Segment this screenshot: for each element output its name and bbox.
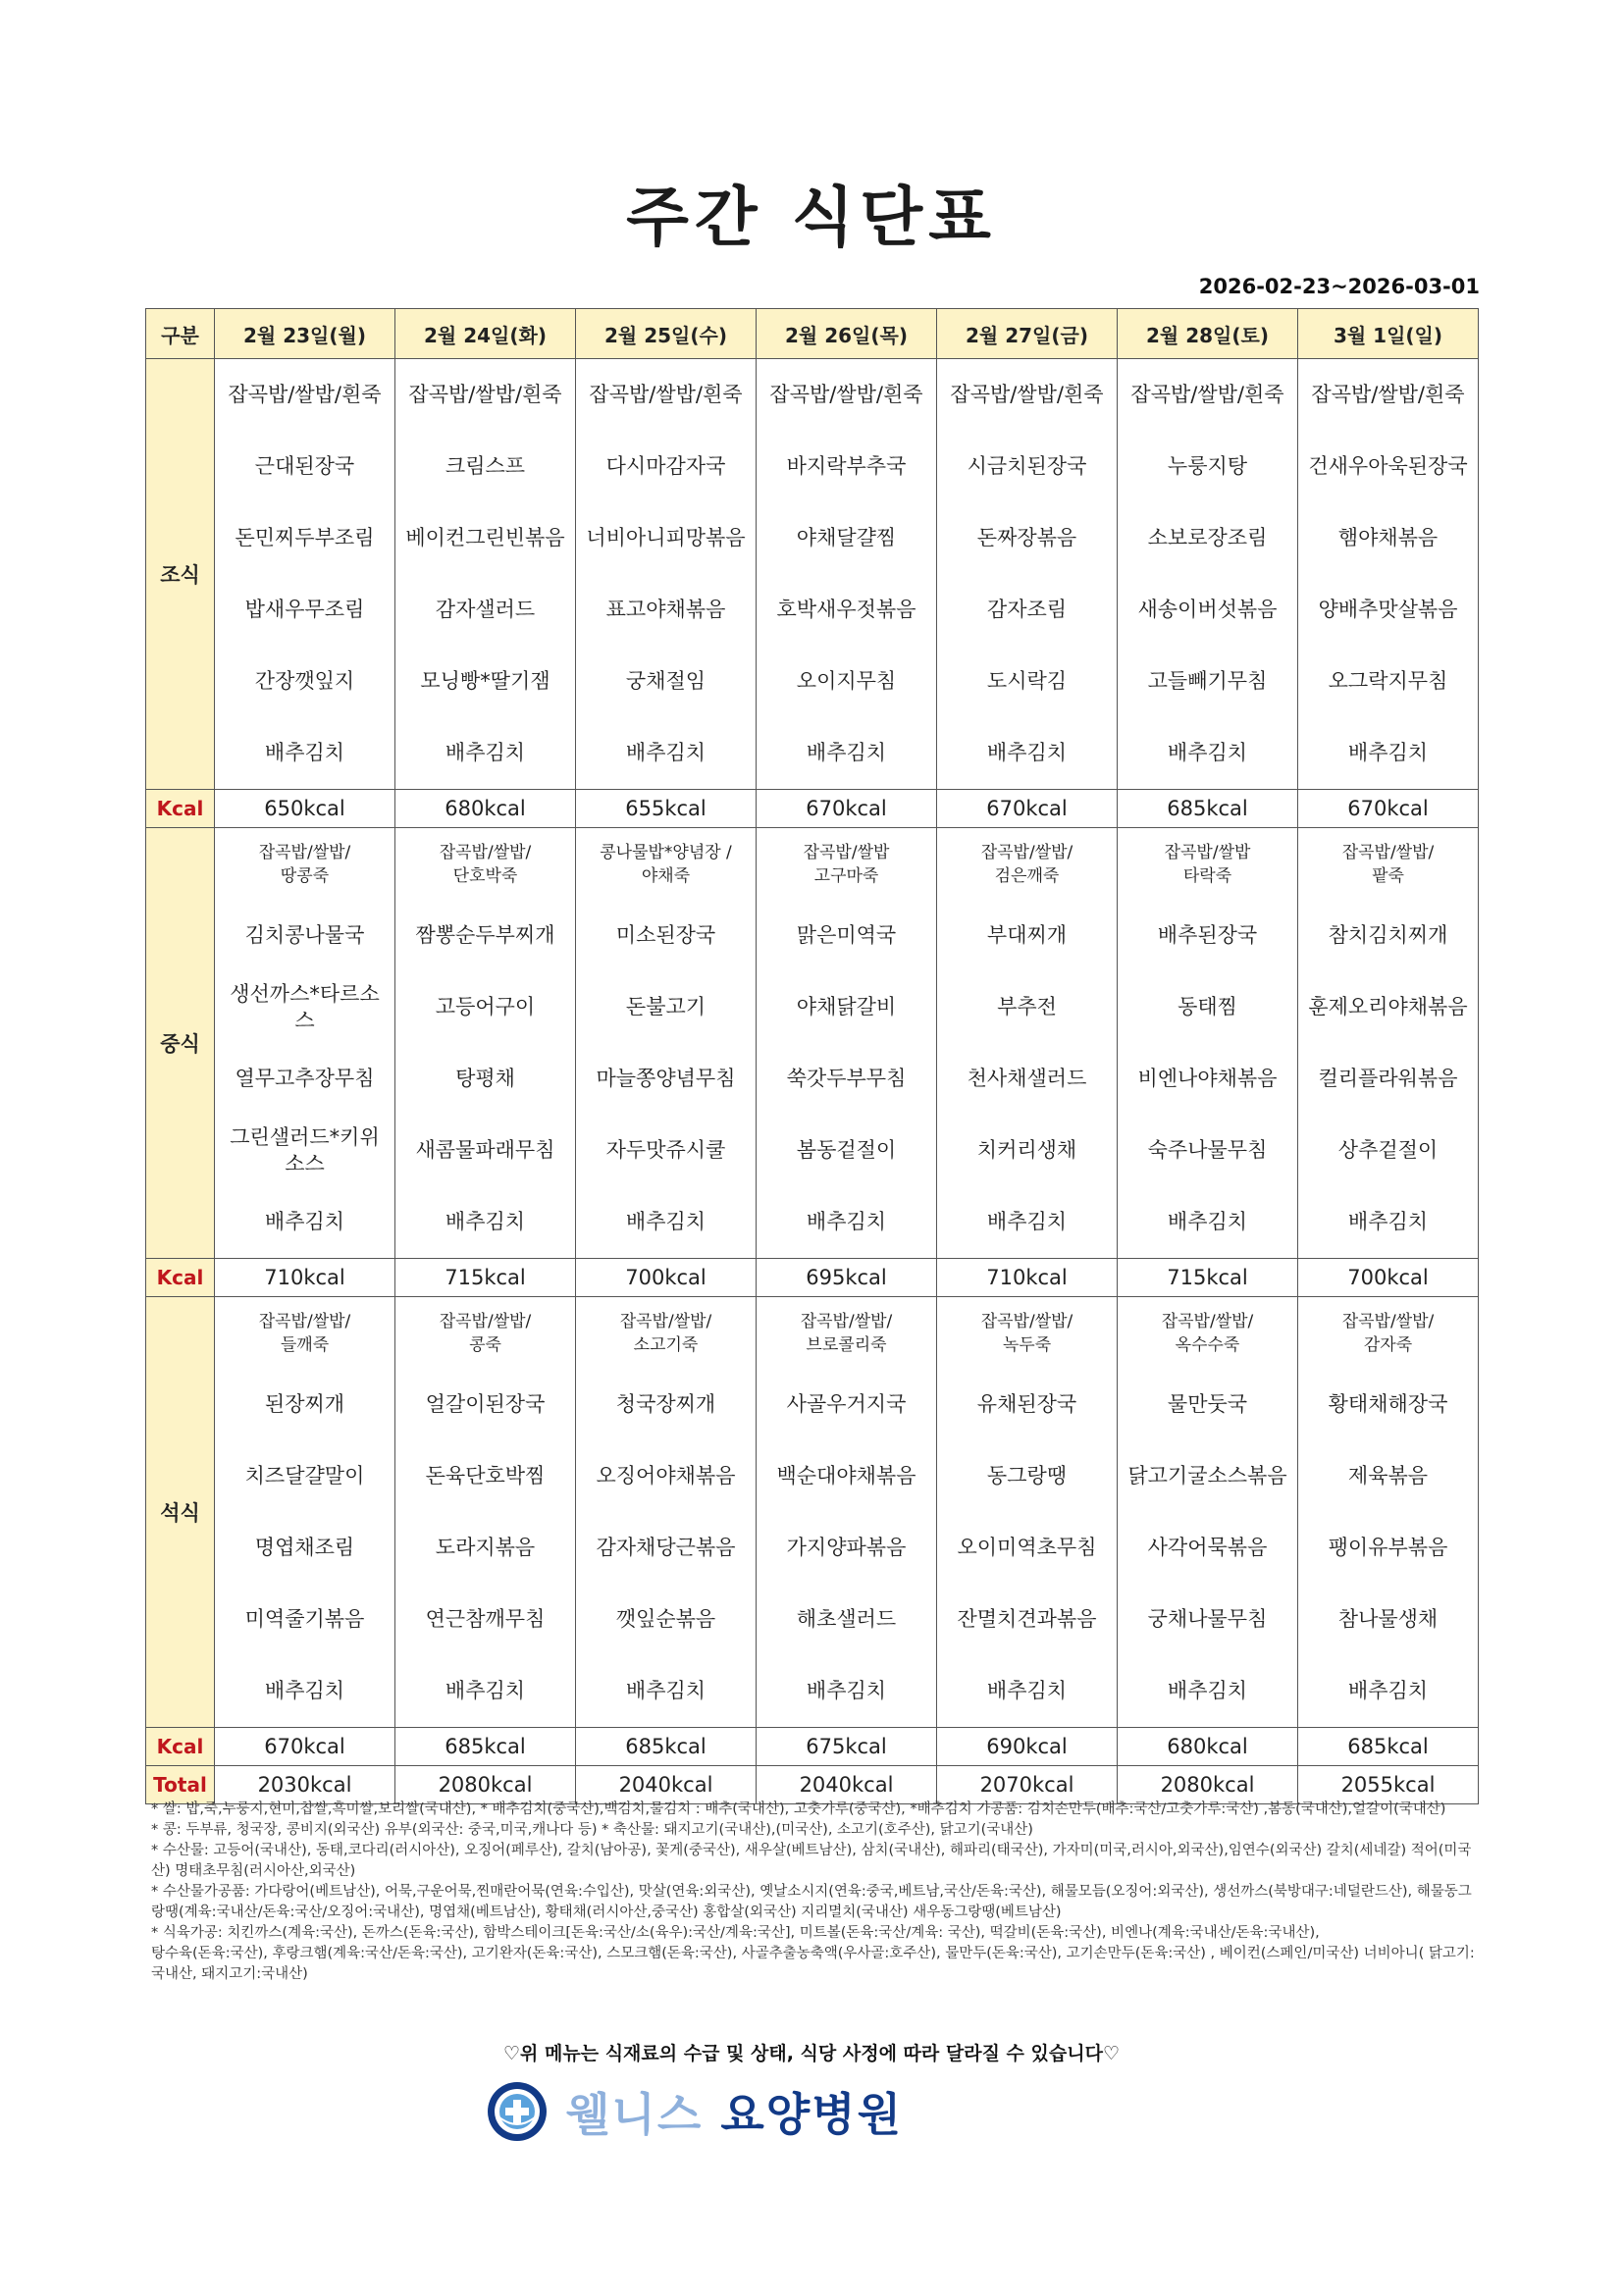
kcal-label: Kcal	[146, 1728, 215, 1766]
day-header: 3월 1일(일)	[1298, 309, 1479, 359]
menu-item: 잡곡밥/쌀밥/ 녹두죽	[980, 1311, 1073, 1355]
dinner-kcal-row	[146, 1728, 1479, 1766]
menu-item: 배추김치	[264, 741, 345, 764]
menu-item: 오이지무침	[796, 669, 897, 693]
menu-item: 배추김치	[445, 741, 526, 764]
menu-item: 마늘쫑양념무침	[596, 1067, 736, 1090]
day-header: 2월 23일(월)	[215, 309, 395, 359]
menu-item: 배추김치	[1347, 1679, 1429, 1702]
lunch-cell	[1298, 828, 1479, 1259]
lunch-cell	[937, 828, 1118, 1259]
menu-item: 잡곡밥/쌀밥/ 들깨죽	[258, 1311, 351, 1355]
menu-item: 돈짜장볶음	[976, 526, 1077, 549]
menu-item: 배추김치	[986, 741, 1068, 764]
total-value: 2070kcal	[937, 1766, 1118, 1804]
kcal-value: 650kcal	[215, 790, 395, 828]
menu-item: 베이컨그린빈볶음	[405, 526, 565, 549]
menu-item: 바지락부추국	[786, 454, 907, 478]
breakfast-cell	[937, 359, 1118, 790]
menu-item: 배추김치	[445, 1210, 526, 1233]
menu-item: 천사채샐러드	[967, 1067, 1087, 1090]
menu-item: 짬뽕순두부찌개	[415, 923, 555, 947]
menu-item: 잡곡밥/쌀밥/흰죽	[950, 383, 1104, 406]
menu-item: 돈육단호박찜	[425, 1464, 546, 1487]
total-row	[146, 1766, 1479, 1804]
total-label: Total	[146, 1766, 215, 1804]
brand-name: 웰니스	[566, 2088, 704, 2141]
menu-item: 참치김치찌개	[1328, 923, 1448, 947]
dinner-cell	[576, 1297, 757, 1728]
menu-item: 잡곡밥/쌀밥/흰죽	[769, 383, 923, 406]
menu-item: 사골우거지국	[786, 1392, 907, 1416]
menu-item: 건새우아욱된장국	[1308, 454, 1468, 478]
total-value: 2040kcal	[576, 1766, 757, 1804]
menu-item: 돈불고기	[625, 995, 707, 1018]
kcal-label: Kcal	[146, 1259, 215, 1297]
breakfast-cell	[1298, 359, 1479, 790]
menu-item: 배추김치	[264, 1210, 345, 1233]
menu-item: 배추김치	[986, 1679, 1068, 1702]
menu-item: 잡곡밥/쌀밥/ 소고기죽	[619, 1311, 712, 1355]
menu-item: 미소된장국	[615, 923, 716, 947]
menu-item: 잔멸치견과볶음	[957, 1607, 1097, 1631]
menu-item: 훈제오리야채볶음	[1308, 995, 1468, 1018]
total-value: 2080kcal	[395, 1766, 576, 1804]
day-header: 2월 25일(수)	[576, 309, 757, 359]
menu-item: 상추겉절이	[1337, 1138, 1439, 1162]
menu-item: 잡곡밥/쌀밥/ 브로콜리죽	[800, 1311, 893, 1355]
menu-item: 잡곡밥/쌀밥/ 검은깨죽	[980, 842, 1073, 886]
menu-item: 시금치된장국	[967, 454, 1087, 478]
menu-item: 자두맛쥬시쿨	[605, 1138, 726, 1162]
menu-item: 김치콩나물국	[244, 923, 365, 947]
menu-item: 감자샐러드	[435, 598, 536, 621]
menu-item: 동그랑땡	[986, 1464, 1068, 1487]
kcal-value: 715kcal	[395, 1259, 576, 1297]
menu-item: 맑은미역국	[796, 923, 897, 947]
menu-item: 배추김치	[1167, 1210, 1248, 1233]
kcal-value: 680kcal	[395, 790, 576, 828]
menu-item: 간장깻잎지	[254, 669, 355, 693]
kcal-value: 710kcal	[937, 1259, 1118, 1297]
breakfast-cell	[757, 359, 937, 790]
kcal-value: 700kcal	[1298, 1259, 1479, 1297]
menu-item: 사각어묵볶음	[1147, 1536, 1268, 1559]
brand-suffix: 요양병원	[720, 2088, 904, 2141]
menu-item: 배추김치	[625, 1679, 707, 1702]
menu-item: 깻잎순볶음	[615, 1607, 716, 1631]
total-value: 2080kcal	[1118, 1766, 1298, 1804]
menu-item: 연근참깨무침	[425, 1607, 546, 1631]
lunch-label: 중식	[146, 828, 215, 1259]
kcal-value: 710kcal	[215, 1259, 395, 1297]
origin-note: * 식육가공: 치킨까스(계육:국산), 돈까스(돈육:국산), 함박스테이크[돈육:국산/소(육우):국산/계육:국산], 미트볼(돈육:국산/계육: 국산), 떡갈비(돈육:국산), 비엔나(계육:국내산/돈육:국내산),	[151, 1925, 1320, 1941]
menu-item: 배추김치	[445, 1679, 526, 1702]
menu-item: 쑥갓두부무침	[786, 1067, 907, 1090]
kcal-label: Kcal	[146, 790, 215, 828]
menu-item: 치즈달걀말이	[244, 1464, 365, 1487]
kcal-value: 685kcal	[1118, 790, 1298, 828]
menu-item: 탕평채	[455, 1067, 515, 1090]
menu-item: 배추김치	[806, 741, 887, 764]
day-header: 2월 28일(토)	[1118, 309, 1298, 359]
menu-item: 컬리플라워볶음	[1318, 1067, 1458, 1090]
menu-item: 근대된장국	[254, 454, 355, 478]
menu-item: 가지양파볶음	[786, 1536, 907, 1559]
menu-item: 크림스프	[445, 454, 526, 478]
menu-item: 오그락지무침	[1328, 669, 1448, 693]
category-header: 구분	[146, 309, 215, 359]
origin-note: * 쌀: 밥,죽,누룽지,현미,찹쌀,흑미쌀,보리쌀(국내산), * 배추김치(중국산),백김치,물김치 : 배추(국내산), 고춧가루(중국산), *배추김치 가공품: 김치손만두(배추:국산/고춧가루:국산) ,봄동(국내산),얼갈이(국내산)	[151, 1801, 1446, 1817]
menu-item: 미역줄기볶음	[244, 1607, 365, 1631]
origin-note: * 콩: 두부류, 청국장, 콩비지(외국산) 유부(외국산: 중국,미국,캐나다 등) * 축산물: 돼지고기(국내산),(미국산), 소고기(호주산), 닭고기(국내산)	[151, 1822, 1033, 1838]
menu-item: 얼갈이된장국	[425, 1392, 546, 1416]
lunch-cell	[215, 828, 395, 1259]
menu-item: 밥새우무조림	[244, 598, 365, 621]
day-header: 2월 27일(금)	[937, 309, 1118, 359]
menu-item: 잡곡밥/쌀밥/흰죽	[1130, 383, 1284, 406]
day-header: 2월 26일(목)	[757, 309, 937, 359]
menu-item: 해초샐러드	[796, 1607, 897, 1631]
menu-item: 잡곡밥/쌀밥/ 단호박죽	[439, 842, 532, 886]
menu-item: 너비아니피망볶음	[586, 526, 746, 549]
menu-item: 누룽지탕	[1167, 454, 1248, 478]
breakfast-cell	[1118, 359, 1298, 790]
menu-item: 도라지볶음	[435, 1536, 536, 1559]
menu-item: 감자채당근볶음	[596, 1536, 736, 1559]
kcal-value: 670kcal	[1298, 790, 1479, 828]
hospital-emblem-icon	[486, 2080, 549, 2143]
menu-item: 배추김치	[1167, 1679, 1248, 1702]
menu-item: 잡곡밥/쌀밥/흰죽	[228, 383, 382, 406]
menu-item: 동태찜	[1178, 995, 1237, 1018]
menu-item: 비엔나야채볶음	[1137, 1067, 1278, 1090]
menu-item: 부추전	[997, 995, 1057, 1018]
menu-item: 잡곡밥/쌀밥/흰죽	[408, 383, 562, 406]
origin-note: * 수산물가공품: 가다랑어(베트남산), 어묵,구운어묵,찐매란어묵(연육:수입산), 맛살(연육:외국산), 옛날소시지(연육:중국,베트남,국산/돈육:국산), 해물모듬(오징어:외국산), 생선까스(북방대구:네덜란드산), 해물동그랑땡(계육:국내산/돈육:국산/오징어:국내산), 명엽채(베트남산), 황태채(러시아산,중국산) 홍합살(외국산) 지리멸치(국내산) 새우동그랑땡(베트남산)	[151, 1884, 1472, 1920]
menu-item: 배추김치	[264, 1679, 345, 1702]
kcal-value: 690kcal	[937, 1728, 1118, 1766]
breakfast-label: 조식	[146, 359, 215, 790]
kcal-value: 715kcal	[1118, 1259, 1298, 1297]
dinner-row	[146, 1297, 1479, 1728]
menu-item: 배추김치	[1167, 741, 1248, 764]
kcal-value: 670kcal	[937, 790, 1118, 828]
menu-item: 도시락김	[986, 669, 1068, 693]
menu-item: 물만둣국	[1167, 1392, 1248, 1416]
menu-item: 잡곡밥/쌀밥 타락죽	[1164, 842, 1251, 886]
dinner-cell	[937, 1297, 1118, 1728]
dinner-label: 석식	[146, 1297, 215, 1728]
origin-note: 탕수육(돈육:국산), 후랑크햄(계육:국산/돈육:국산), 고기완자(돈육:국산), 스모크햄(돈육:국산), 사골추출농축액(우사골:호주산), 물만두(돈육:국산), 고기손만두(돈육:국산) , 베이컨(스페인/미국산) 너비아니( 닭고기:국내산, 돼지고기:국내산)	[151, 1946, 1475, 1982]
lunch-cell	[1118, 828, 1298, 1259]
menu-item: 새콤물파래무침	[415, 1138, 555, 1162]
menu-item: 배추김치	[806, 1210, 887, 1233]
weekly-menu-table	[145, 308, 1479, 1804]
menu-item: 백순대야채볶음	[776, 1464, 916, 1487]
menu-item: 오이미역초무침	[957, 1536, 1097, 1559]
lunch-cell	[576, 828, 757, 1259]
date-range: 2026-02-23~2026-03-01	[1198, 275, 1480, 298]
day-header: 2월 24일(화)	[395, 309, 576, 359]
breakfast-row	[146, 359, 1479, 790]
lunch-kcal-row	[146, 1259, 1479, 1297]
menu-item: 잡곡밥/쌀밥/ 옥수수죽	[1161, 1311, 1254, 1355]
lunch-row	[146, 828, 1479, 1259]
kcal-value: 675kcal	[757, 1728, 937, 1766]
total-value: 2055kcal	[1298, 1766, 1479, 1804]
menu-item: 치커리생채	[976, 1138, 1077, 1162]
menu-item: 호박새우젓볶음	[776, 598, 916, 621]
menu-item: 된장찌개	[264, 1392, 345, 1416]
menu-item: 배추김치	[1347, 1210, 1429, 1233]
page-title: 주간 식단표	[626, 180, 997, 255]
kcal-value: 700kcal	[576, 1259, 757, 1297]
menu-item: 모닝빵*딸기잼	[420, 669, 550, 693]
menu-item: 새송이버섯볶음	[1137, 598, 1278, 621]
breakfast-cell	[215, 359, 395, 790]
menu-item: 황태채해장국	[1328, 1392, 1448, 1416]
menu-item: 다시마감자국	[605, 454, 726, 478]
menu-item: 부대찌개	[986, 923, 1068, 947]
menu-item: 잡곡밥/쌀밥/ 콩죽	[439, 1311, 532, 1355]
menu-item: 잡곡밥/쌀밥/ 감자죽	[1341, 1311, 1435, 1355]
menu-item: 제육볶음	[1347, 1464, 1429, 1487]
menu-item: 잡곡밥/쌀밥/흰죽	[589, 383, 743, 406]
header-row	[146, 309, 1479, 359]
menu-item: 배추김치	[806, 1679, 887, 1702]
menu-item: 표고야채볶음	[605, 598, 726, 621]
menu-item: 잡곡밥/쌀밥/ 팥죽	[1341, 842, 1435, 886]
menu-item: 궁채절임	[625, 669, 707, 693]
menu-item: 잡곡밥/쌀밥 고구마죽	[803, 842, 890, 886]
lunch-cell	[395, 828, 576, 1259]
menu-item: 생선까스*타르소 스	[230, 981, 380, 1032]
dinner-cell	[395, 1297, 576, 1728]
menu-item: 양배추맛살볶음	[1318, 598, 1458, 621]
menu-item: 잡곡밥/쌀밥/흰죽	[1311, 383, 1465, 406]
kcal-value: 685kcal	[576, 1728, 757, 1766]
dinner-cell	[215, 1297, 395, 1728]
dinner-cell	[757, 1297, 937, 1728]
kcal-value: 685kcal	[395, 1728, 576, 1766]
menu-item: 배추김치	[1347, 741, 1429, 764]
kcal-value: 680kcal	[1118, 1728, 1298, 1766]
kcal-value: 670kcal	[757, 790, 937, 828]
menu-item: 봄동겉절이	[796, 1138, 897, 1162]
menu-item: 배추김치	[625, 1210, 707, 1233]
menu-item: 팽이유부볶음	[1328, 1536, 1448, 1559]
kcal-value: 655kcal	[576, 790, 757, 828]
menu-item: 열무고추장무침	[235, 1067, 375, 1090]
menu-item: 소보로장조림	[1147, 526, 1268, 549]
kcal-value: 695kcal	[757, 1259, 937, 1297]
menu-item: 감자조림	[986, 598, 1068, 621]
hospital-logo	[486, 2080, 903, 2143]
menu-item: 잡곡밥/쌀밥/ 땅콩죽	[258, 842, 351, 886]
menu-item: 배추된장국	[1157, 923, 1258, 947]
menu-item: 햄야채볶음	[1337, 526, 1439, 549]
breakfast-cell	[576, 359, 757, 790]
menu-item: 야채달걀찜	[796, 526, 897, 549]
breakfast-cell	[395, 359, 576, 790]
menu-item: 오징어야채볶음	[596, 1464, 736, 1487]
menu-item: 고들빼기무침	[1147, 669, 1268, 693]
dinner-cell	[1118, 1297, 1298, 1728]
kcal-value: 670kcal	[215, 1728, 395, 1766]
menu-item: 그린샐러드*키위 소스	[230, 1124, 380, 1175]
menu-item: 닭고기굴소스볶음	[1127, 1464, 1287, 1487]
menu-item: 야채닭갈비	[796, 995, 897, 1018]
menu-item: 돈민찌두부조림	[235, 526, 375, 549]
menu-item: 숙주나물무침	[1147, 1138, 1268, 1162]
origin-note: * 수산물: 고등어(국내산), 동태,코다리(러시아산), 오징어(페루산), 갈치(남아공), 꽃게(중국산), 새우살(베트남산), 삼치(국내산), 해파리(태국산), 가자미(미국,러시아,외국산),임연수(외국산) 갈치(세네갈) 적어(미국산) 명태초무침(러시아산,외국산)	[151, 1843, 1472, 1879]
menu-item: 배추김치	[625, 741, 707, 764]
lunch-cell	[757, 828, 937, 1259]
menu-item: 콩나물밥*양념장 / 야채죽	[600, 842, 732, 886]
menu-item: 명엽채조림	[254, 1536, 355, 1559]
total-value: 2040kcal	[757, 1766, 937, 1804]
menu-item: 청국장찌개	[615, 1392, 716, 1416]
menu-item: 궁채나물무침	[1147, 1607, 1268, 1631]
origin-notes	[151, 1800, 1476, 1985]
total-value: 2030kcal	[215, 1766, 395, 1804]
menu-item: 유채된장국	[976, 1392, 1077, 1416]
breakfast-kcal-row	[146, 790, 1479, 828]
menu-item: 참나물생채	[1337, 1607, 1439, 1631]
dinner-cell	[1298, 1297, 1479, 1728]
disclaimer: ♡위 메뉴는 식재료의 수급 및 상태, 식당 사정에 따라 달라질 수 있습니다♡	[503, 2043, 1120, 2064]
kcal-value: 685kcal	[1298, 1728, 1479, 1766]
menu-item: 고등어구이	[435, 995, 536, 1018]
menu-item: 배추김치	[986, 1210, 1068, 1233]
